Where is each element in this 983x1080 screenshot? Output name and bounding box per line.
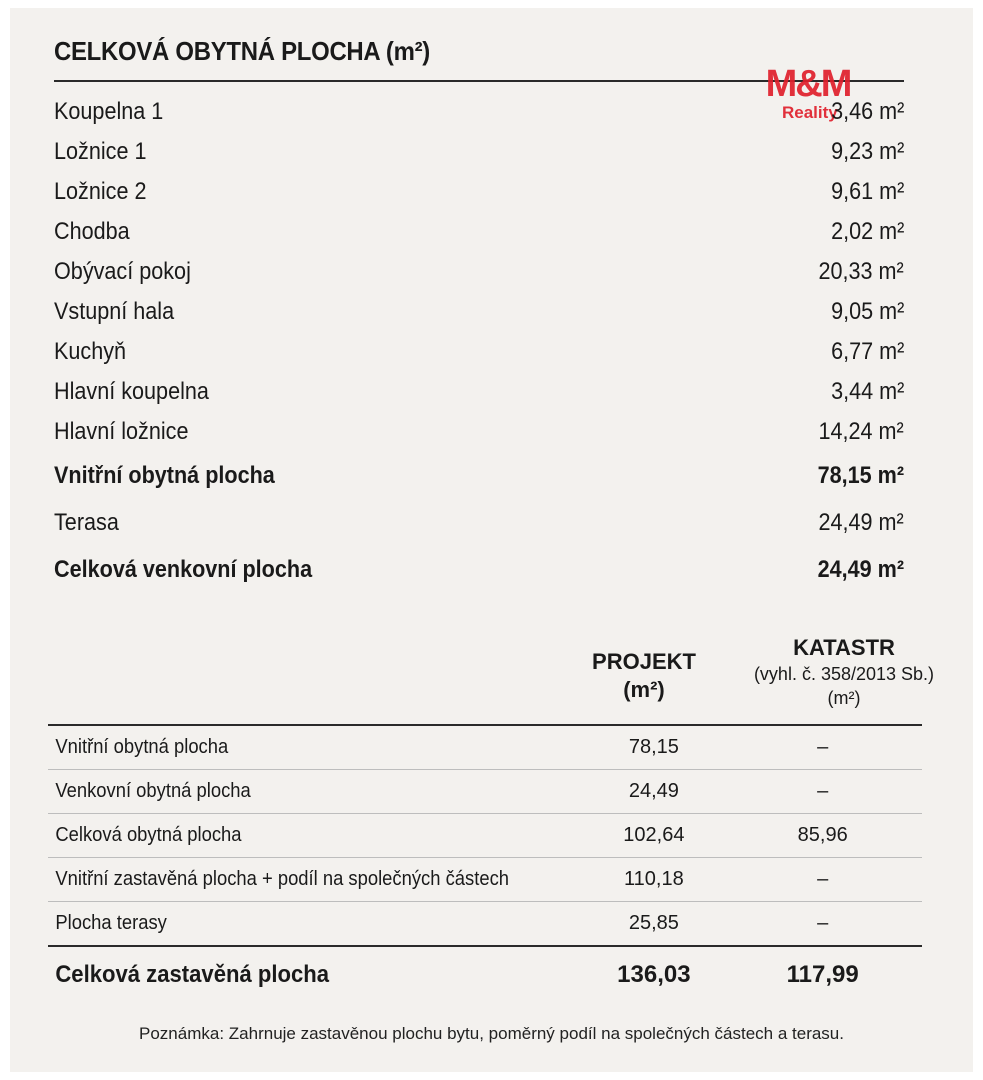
room-area: 3,46 m² xyxy=(830,98,904,125)
room-subtotal-row xyxy=(54,452,904,500)
footnote: Poznámka: Zahrnuje zastavěnou plochu bytu, poměrný podíl na společných částech a terasu. xyxy=(139,1024,844,1043)
room-area: 78,15 m² xyxy=(817,462,904,489)
room-row xyxy=(54,252,904,292)
logo-sub: Reality xyxy=(782,103,838,122)
room-row xyxy=(54,372,904,412)
room-area: 20,33 m² xyxy=(818,258,904,285)
room-area: 14,24 m² xyxy=(818,418,904,445)
projekt-value: 110,18 xyxy=(624,868,684,890)
room-name: Vnitřní obytná plocha xyxy=(54,462,275,489)
room-row xyxy=(54,412,904,452)
column-header-projekt xyxy=(574,648,714,704)
column-title: PROJEKT xyxy=(592,649,696,674)
katastr-value: 85,96 xyxy=(797,824,848,846)
projekt-value: 78,15 xyxy=(628,736,679,758)
room-area: 6,77 m² xyxy=(830,338,904,365)
logo-mark: M&M xyxy=(765,63,851,105)
row-label: Venkovní obytná plocha xyxy=(55,780,251,802)
row-label: Celková zastavěná plocha xyxy=(55,961,330,988)
table-row xyxy=(48,902,922,945)
room-row xyxy=(54,132,904,172)
room-name: Chodba xyxy=(54,218,130,245)
room-subtotal-row xyxy=(54,546,904,594)
room-area: 24,49 m² xyxy=(817,556,904,583)
room-name: Hlavní koupelna xyxy=(54,378,209,405)
room-row xyxy=(54,500,904,546)
room-area: 9,05 m² xyxy=(830,298,904,325)
room-row xyxy=(54,172,904,212)
room-name: Ložnice 1 xyxy=(54,138,147,165)
column-title: KATASTR xyxy=(793,635,895,660)
room-row xyxy=(54,92,904,132)
table-row xyxy=(48,858,922,901)
area-table xyxy=(48,724,922,1003)
room-row xyxy=(54,332,904,372)
room-name: Ložnice 2 xyxy=(54,178,147,205)
room-name: Vstupní hala xyxy=(54,298,175,325)
room-name: Kuchyň xyxy=(54,338,127,365)
row-label: Plocha terasy xyxy=(55,912,167,934)
room-area: 9,61 m² xyxy=(830,178,904,205)
projekt-value: 136,03 xyxy=(617,961,691,988)
room-area: 9,23 m² xyxy=(830,138,904,165)
table-row xyxy=(48,814,922,857)
row-label: Vnitřní zastavěná plocha + podíl na společných částech xyxy=(55,868,510,890)
column-note: (vyhl. č. 358/2013 Sb.) xyxy=(753,664,935,684)
katastr-value: – xyxy=(817,912,829,934)
row-label: Vnitřní obytná plocha xyxy=(55,736,229,758)
room-name: Hlavní ložnice xyxy=(54,418,189,445)
katastr-value: – xyxy=(817,780,829,802)
room-list xyxy=(54,92,904,594)
column-header-katastr xyxy=(724,634,964,710)
projekt-value: 24,49 xyxy=(628,780,679,802)
room-row xyxy=(54,292,904,332)
table-row xyxy=(48,770,922,813)
room-area: 3,44 m² xyxy=(830,378,904,405)
table-row xyxy=(48,726,922,769)
room-name: Terasa xyxy=(54,509,119,536)
katastr-value: 117,99 xyxy=(786,961,859,988)
room-name: Obývací pokoj xyxy=(54,258,191,285)
room-area: 2,02 m² xyxy=(830,218,904,245)
table-total-row xyxy=(48,947,922,1003)
room-name: Koupelna 1 xyxy=(54,98,164,125)
page-title: CELKOVÁ OBYTNÁ PLOCHA (m²) xyxy=(54,36,430,66)
room-area: 24,49 m² xyxy=(818,509,904,536)
room-name: Celková venkovní plocha xyxy=(54,556,313,583)
row-label: Celková obytná plocha xyxy=(55,824,242,846)
column-unit: (m²) xyxy=(827,688,861,708)
column-unit: (m²) xyxy=(623,677,665,702)
projekt-value: 102,64 xyxy=(623,824,685,846)
room-row xyxy=(54,212,904,252)
katastr-value: – xyxy=(817,868,829,890)
projekt-value: 25,85 xyxy=(628,912,679,934)
katastr-value: – xyxy=(817,736,829,758)
